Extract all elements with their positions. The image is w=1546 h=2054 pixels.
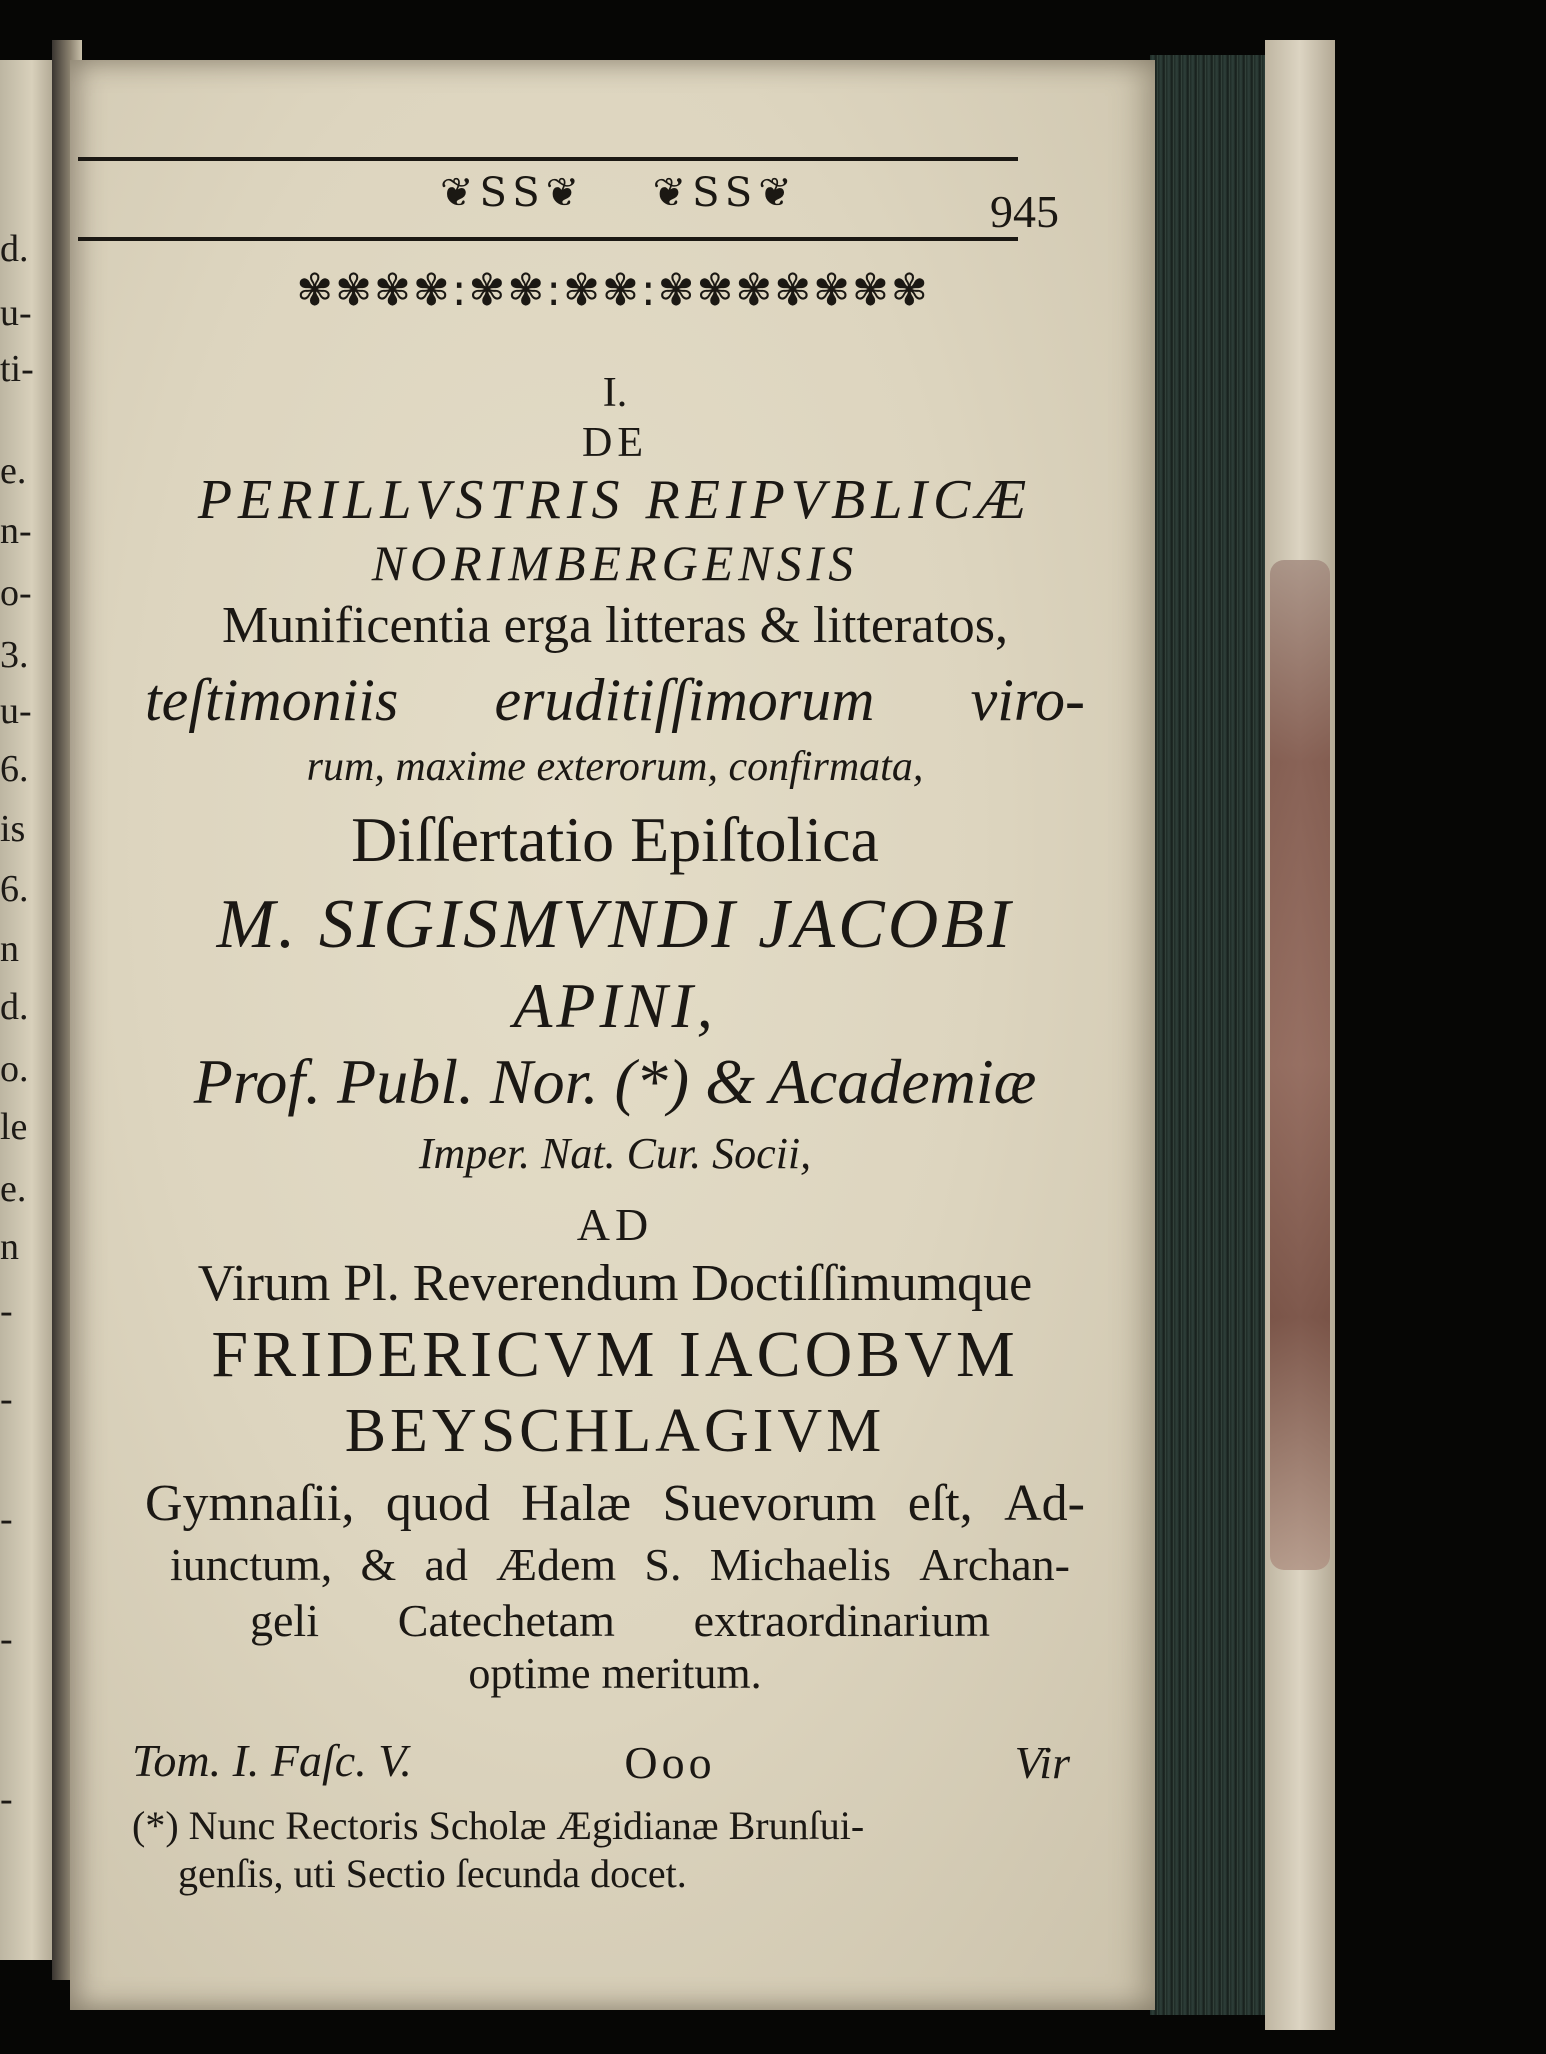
left-fragment: o. — [0, 1048, 29, 1090]
author-surname: APINI, — [513, 970, 717, 1041]
word: S. — [644, 1539, 682, 1590]
fleuron-right: ❦SS❦ — [652, 170, 798, 216]
word: ad — [424, 1539, 468, 1590]
office-line-2 — [170, 1539, 1070, 1590]
left-fragment: e. — [0, 450, 27, 492]
left-fragment: 6. — [0, 748, 29, 790]
word: Gymnaſii, — [145, 1475, 355, 1532]
left-fragment: - — [0, 1290, 13, 1332]
title-line-6: Diſſertatio Epiſtolica — [351, 804, 879, 875]
office-line-3 — [250, 1595, 990, 1646]
word: Michaelis — [709, 1539, 892, 1590]
word: Halæ — [521, 1475, 632, 1532]
title-line-5: rum, maxime exterorum, confirmata, — [306, 744, 924, 790]
left-fragment: e. — [0, 1168, 27, 1210]
left-fragment: 3. — [0, 634, 29, 676]
left-fragment: u- — [0, 690, 32, 732]
left-fragment: d. — [0, 228, 29, 270]
left-fragment: n- — [0, 510, 32, 552]
word: Ædem — [496, 1539, 617, 1590]
left-fragment: - — [0, 1618, 13, 1660]
left-fragment: - — [0, 1778, 13, 1820]
title-de: DE — [582, 420, 648, 466]
left-fragment: u- — [0, 292, 32, 334]
page-number: 945 — [990, 186, 1059, 237]
left-fragment: is — [0, 808, 26, 850]
header-ornament — [440, 170, 820, 216]
signature-left: Tom. I. Faſc. V. — [132, 1735, 412, 1786]
left-fragment: - — [0, 1378, 13, 1420]
office-line-1 — [145, 1475, 1085, 1532]
word: Catechetam — [397, 1595, 615, 1646]
left-fragment: d. — [0, 986, 29, 1028]
author-title-2: Imper. Nat. Cur. Socii, — [418, 1129, 812, 1178]
left-page-sliver — [0, 60, 58, 1960]
word: iunctum, — [170, 1539, 333, 1590]
left-fragment: n — [0, 1226, 19, 1268]
title-line-1: PERILLVSTRIS REIPVBLICÆ — [197, 469, 1033, 531]
word: eruditiſſimorum — [494, 667, 875, 733]
catchword: Vir — [1014, 1737, 1070, 1788]
word: viro- — [970, 667, 1085, 733]
word: Ad- — [1004, 1475, 1085, 1532]
left-fragment: ti- — [0, 348, 34, 390]
word: quod — [385, 1475, 490, 1532]
dedicatee-name: FRIDERICVM IACOBVM — [211, 1318, 1019, 1391]
word: teſtimoniis — [145, 667, 399, 733]
section-number: I. — [602, 370, 628, 416]
word: eſt, — [907, 1475, 973, 1532]
word: Suevorum — [662, 1475, 877, 1532]
right-page — [70, 60, 1155, 2010]
word: & — [360, 1539, 397, 1590]
author-name: M. SIGISMVNDI JACOBI — [216, 886, 1014, 963]
cover-stain — [1270, 560, 1330, 1570]
fleuron-left: ❦SS❦ — [440, 170, 586, 216]
header-rule-top — [78, 157, 1018, 161]
title-line-3: Munificentia erga litteras & litteratos, — [221, 597, 1009, 654]
page-edges — [1150, 55, 1268, 2015]
title-ad: AD — [576, 1199, 654, 1250]
header-rule-bottom — [78, 237, 1018, 241]
ornament-band: ✾✾✾✾:✾✾:✾✾:✾✾✾✾✾✾✾ — [296, 265, 930, 316]
author-title: Prof. Publ. Nor. (*) & Academiæ — [193, 1046, 1037, 1117]
footnote-line-2: genſis, uti Sectio ſecunda docet. — [178, 1851, 687, 1896]
word: extraordinarium — [693, 1595, 990, 1646]
word: Archan- — [919, 1539, 1070, 1590]
left-fragment: - — [0, 1498, 13, 1540]
left-fragment: n — [0, 928, 19, 970]
dedicatee-line: Virum Pl. Reverendum Doctiſſimumque — [197, 1255, 1033, 1312]
office-line-4: optime meritum. — [468, 1649, 762, 1698]
title-line-4 — [145, 667, 1085, 733]
title-line-2: NORIMBERGENSIS — [371, 535, 859, 591]
dedicatee-surname: BEYSCHLAGIVM — [344, 1397, 886, 1465]
left-fragment: o- — [0, 572, 32, 614]
left-fragment: 6. — [0, 868, 29, 910]
left-fragment: le — [0, 1106, 28, 1148]
signature-mark: Ooo — [624, 1737, 716, 1788]
footnote-line-1: (*) Nunc Rectoris Scholæ Ægidianæ Brunſui- — [132, 1803, 865, 1848]
word: geli — [250, 1595, 319, 1646]
